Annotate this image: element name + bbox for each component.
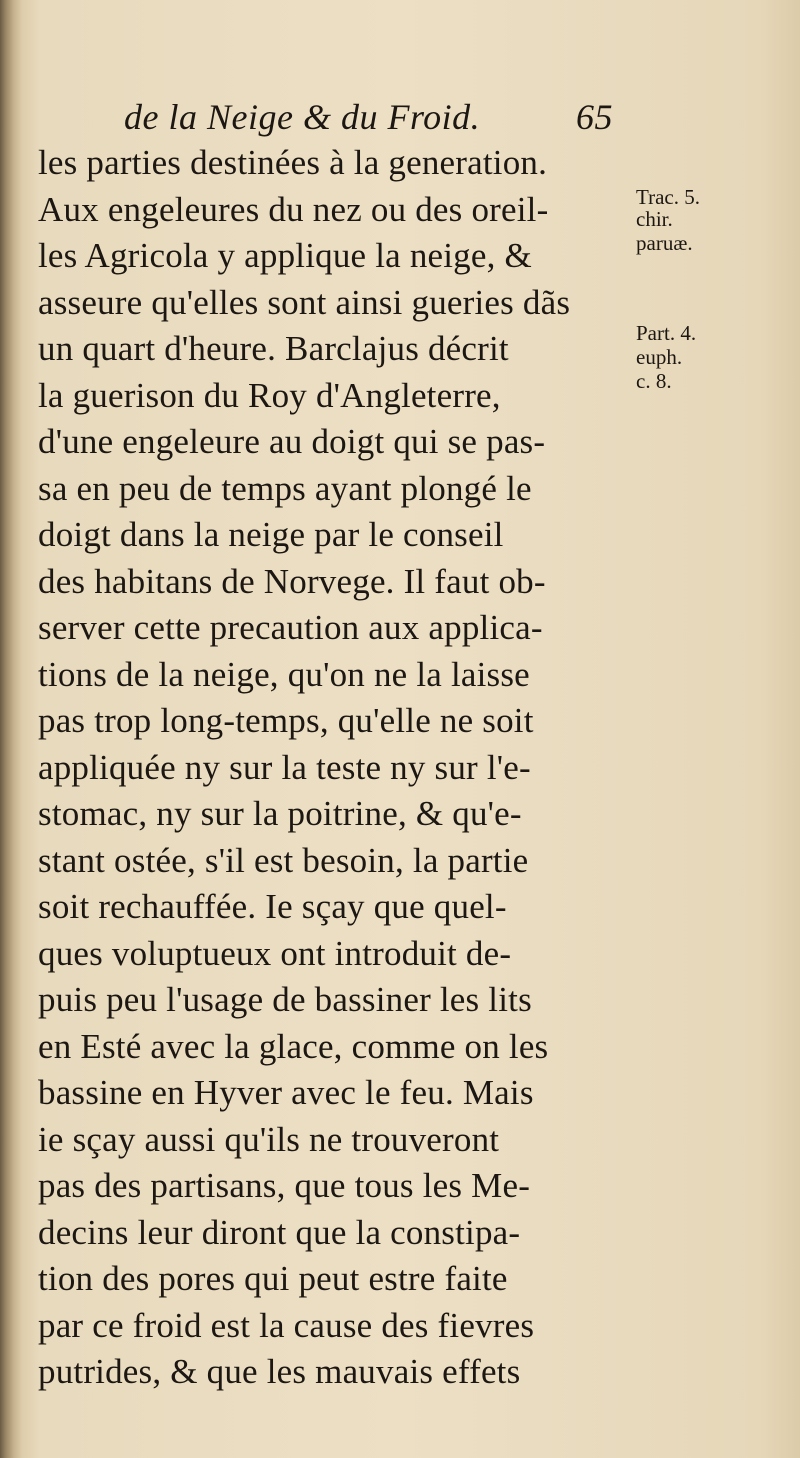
text-line: pas des partisans, que tous les Me- [38, 1166, 531, 1205]
page-gutter [0, 0, 22, 1458]
margin-note: paruæ. [636, 231, 693, 255]
margin-note: euph. [636, 345, 683, 369]
margin-note: Part. 4. [636, 321, 697, 345]
text-line: stomac, ny sur la poitrine, & qu'e- [38, 794, 522, 833]
text-line: d'une engeleure au doigt qui se pas- [38, 422, 546, 461]
text-line: par ce froid est la cause des fievres [38, 1305, 535, 1345]
text-line: Aux engeleures du nez ou des oreil- [38, 189, 549, 229]
running-title: de la Neige & du Froid. [124, 97, 481, 137]
text-line: en Esté avec la glace, comme on les [38, 1026, 549, 1066]
text-line: stant ostée, s'il est besoin, la partie [38, 840, 529, 880]
text-line: decins leur diront que la constipa- [38, 1212, 521, 1252]
margin-note: chir. [636, 207, 673, 231]
text-line: pas trop long-temps, qu'elle ne soit [38, 701, 534, 740]
text-line: puis peu l'usage de bassiner les lits [38, 980, 532, 1019]
text-line: bassine en Hyver avec le feu. Mais [38, 1073, 534, 1112]
text-line: des habitans de Norvege. Il faut ob- [38, 561, 546, 601]
text-line: sa en peu de temps ayant plongé le [38, 468, 532, 508]
running-header [124, 96, 613, 138]
text-line: un quart d'heure. Barclajus décrit [38, 329, 509, 368]
body-text [38, 140, 638, 1396]
margin-note: c. 8. [636, 369, 672, 393]
margin-note: Trac. 5. [636, 185, 700, 209]
text-line: tion des pores qui peut estre faite [38, 1259, 508, 1298]
text-line: la guerison du Roy d'Angleterre, [38, 375, 501, 415]
text-line: soit rechauffée. Ie sçay que quel- [38, 887, 507, 926]
text-line: ques voluptueux ont introduit de- [38, 933, 512, 973]
text-line: les parties destinées à la generation. [38, 143, 548, 182]
text-line: doigt dans la neige par le conseil [38, 515, 504, 554]
text-line: server cette precaution aux applica- [38, 608, 543, 647]
text-line: les Agricola y applique la neige, & [38, 236, 532, 275]
text-line: asseure qu'elles sont ainsi gueries dãs [38, 282, 571, 322]
text-line: putrides, & que les mauvais effets [38, 1352, 521, 1391]
page-number: 65 [576, 97, 613, 137]
text-line: tions de la neige, qu'on ne la laisse [38, 654, 530, 694]
text-line: ie sçay aussi qu'ils ne trouveront [38, 1119, 500, 1159]
text-line: appliquée ny sur la teste ny sur l'e- [38, 747, 531, 787]
